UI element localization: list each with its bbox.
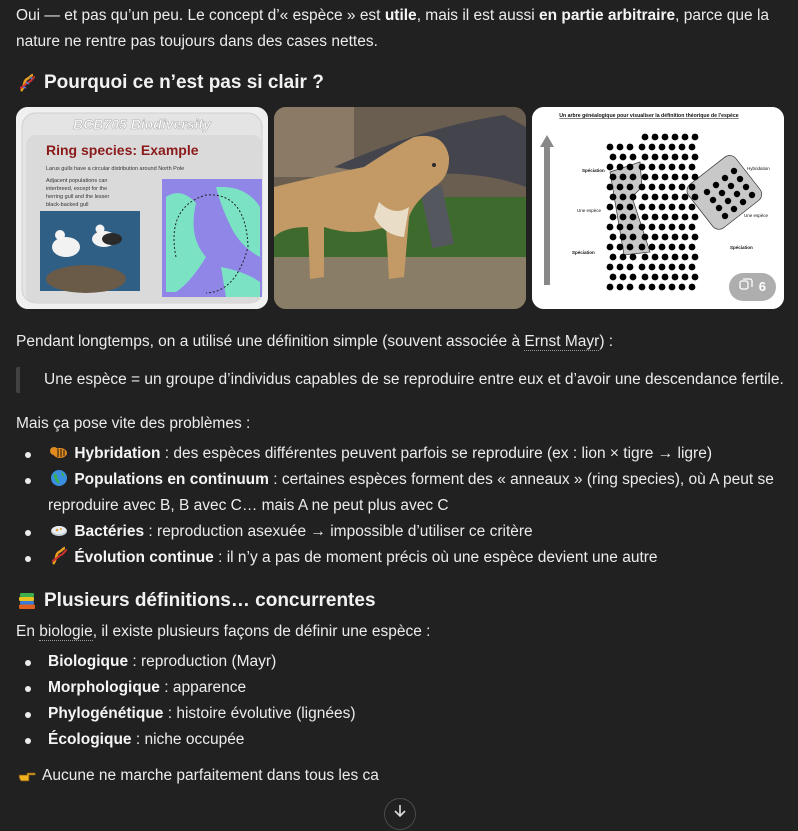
tree-node xyxy=(627,164,634,171)
diagram-title: Un arbre généalogique pour visualiser la définition théorique de l'espèce xyxy=(559,113,739,119)
arrow-down-icon xyxy=(393,801,407,827)
tree-node xyxy=(627,204,634,211)
list-item: Bactéries : reproduction asexuée → impossible d’utiliser ce critère xyxy=(16,519,786,545)
tree-node xyxy=(704,189,710,195)
tree-node xyxy=(610,274,617,281)
tree-node xyxy=(630,194,637,201)
tree-node xyxy=(679,224,686,231)
tree-node xyxy=(639,204,646,211)
tree-node xyxy=(652,214,659,221)
list-item: Évolution continue : il n’y a pas de moment précis où une espèce devient une autre xyxy=(16,545,786,571)
image-gallery[interactable] xyxy=(16,107,784,309)
link-biologie[interactable]: biologie xyxy=(39,623,93,640)
svg-text:Spéciation: Spéciation xyxy=(582,168,605,173)
tree-node xyxy=(620,174,627,181)
tree-node xyxy=(610,154,617,161)
tree-node xyxy=(682,154,689,161)
tree-node xyxy=(662,274,669,281)
slide-bullet-2: Adjacent populations can xyxy=(46,178,108,184)
tree-node xyxy=(620,194,627,201)
tree-node xyxy=(620,234,627,241)
gallery-image-ring-species[interactable] xyxy=(16,107,268,309)
tree-node xyxy=(722,175,728,181)
tree-node xyxy=(662,194,669,201)
tree-node xyxy=(662,154,669,161)
problems-intro: Mais ça pose vite des problèmes : xyxy=(16,415,251,432)
tree-node xyxy=(649,264,656,271)
tree-node xyxy=(649,144,656,151)
tree-node xyxy=(627,244,634,251)
tree-node xyxy=(610,194,617,201)
tree-node xyxy=(682,194,689,201)
list-item: Écologique : niche occupée xyxy=(16,727,786,753)
tree-node xyxy=(672,254,679,261)
tree-node xyxy=(692,154,699,161)
link-ernst-mayr[interactable]: Ernst Mayr xyxy=(524,333,600,350)
tree-node xyxy=(743,184,749,190)
tree-node xyxy=(620,214,627,221)
tree-node xyxy=(610,174,617,181)
section-heading-pourquoi: Pourquoi ce n’est pas si clair ? xyxy=(16,69,786,97)
tree-node xyxy=(610,234,617,241)
list-item: Morphologique : apparence xyxy=(16,675,786,701)
tree-node xyxy=(672,174,679,181)
tree-node xyxy=(659,164,666,171)
tree-node xyxy=(649,164,656,171)
tree-node xyxy=(607,264,614,271)
gallery-icon xyxy=(739,274,753,300)
tree-node xyxy=(639,164,646,171)
tree-node xyxy=(672,154,679,161)
tree-node xyxy=(642,174,649,181)
tree-node xyxy=(689,224,696,231)
tree-node xyxy=(627,224,634,231)
tree-node xyxy=(672,214,679,221)
tree-node xyxy=(642,194,649,201)
tree-node xyxy=(749,192,755,198)
tree-node xyxy=(692,134,699,141)
tree-node xyxy=(610,254,617,261)
svg-text:Hybridation: Hybridation xyxy=(747,166,770,171)
tree-node xyxy=(652,234,659,241)
tree-node xyxy=(649,244,656,251)
tree-node xyxy=(617,284,624,291)
tree-node xyxy=(659,284,666,291)
tree-node xyxy=(672,134,679,141)
section-heading-definitions: Plusieurs définitions… concurrentes xyxy=(16,587,786,615)
bold-utile: utile xyxy=(384,7,417,24)
tree-node xyxy=(679,144,686,151)
tree-node xyxy=(617,264,624,271)
tree-node xyxy=(669,244,676,251)
tree-node xyxy=(627,264,634,271)
tree-node xyxy=(659,264,666,271)
final-line: Aucune ne marche parfaitement dans tous les ca xyxy=(16,763,786,789)
svg-text:Spéciation: Spéciation xyxy=(572,250,595,255)
tree-node xyxy=(652,134,659,141)
message-content xyxy=(16,3,786,789)
tree-node xyxy=(617,244,624,251)
tree-node xyxy=(689,164,696,171)
bold-arbitraire: en partie arbitraire xyxy=(539,7,676,24)
tree-node xyxy=(662,234,669,241)
tree-node xyxy=(731,168,737,174)
tree-node xyxy=(652,174,659,181)
list-item: Phylogénétique : histoire évolutive (lignées) xyxy=(16,701,786,727)
tree-node xyxy=(689,284,696,291)
gallery-image-species-tree[interactable] xyxy=(532,107,784,309)
tree-node xyxy=(639,284,646,291)
tree-node xyxy=(679,264,686,271)
image-count-badge[interactable] xyxy=(729,273,776,301)
tree-node xyxy=(639,244,646,251)
intro-paragraph: Oui — et pas qu’un peu. Le concept d’« espèce » est utile, mais il est aussi en partie arbitraire, parce que la nature ne rentre pas toujours dans des cases nettes. xyxy=(16,7,770,50)
tree-node xyxy=(689,204,696,211)
tree-node xyxy=(649,284,656,291)
scroll-to-bottom-button[interactable] xyxy=(384,798,416,830)
tree-node xyxy=(607,204,614,211)
list-item: Biologique : reproduction (Mayr) xyxy=(16,649,786,675)
list-item: Populations en continuum : certaines espèces forment des « anneaux » (ring species), où A peut se reproduire avec B, B avec C… mais A ne peut plus avec C xyxy=(16,467,786,519)
problems-list xyxy=(16,441,786,571)
tree-node xyxy=(639,144,646,151)
tree-node xyxy=(630,234,637,241)
tree-node xyxy=(639,264,646,271)
tree-node xyxy=(682,134,689,141)
tree-node xyxy=(642,254,649,261)
tree-node xyxy=(630,154,637,161)
definition-quote: Une espèce = un groupe d’individus capables de se reproduire entre eux et d’avoir une descendance fertile. xyxy=(16,367,786,393)
tree-node xyxy=(630,254,637,261)
tree-node xyxy=(607,184,614,191)
tree-node xyxy=(682,254,689,261)
tree-node xyxy=(610,214,617,221)
tree-node xyxy=(672,194,679,201)
tree-node xyxy=(649,184,656,191)
tree-node xyxy=(652,274,659,281)
tree-node xyxy=(607,144,614,151)
tree-node xyxy=(627,184,634,191)
tree-node xyxy=(652,194,659,201)
tree-node xyxy=(692,194,699,201)
tree-node xyxy=(682,174,689,181)
tree-node xyxy=(642,234,649,241)
dna-icon xyxy=(16,72,38,94)
image-count: 6 xyxy=(758,279,766,294)
tree-node xyxy=(682,234,689,241)
tree-node xyxy=(639,224,646,231)
section-definitions xyxy=(16,587,786,753)
tree-node xyxy=(692,274,699,281)
tiger-icon xyxy=(48,441,70,463)
tree-node xyxy=(669,224,676,231)
tree-node xyxy=(737,176,743,182)
definitions-intro: En biologie, il existe plusieurs façons de définir une espèce : xyxy=(16,623,431,640)
tree-node xyxy=(642,214,649,221)
tree-node xyxy=(662,174,669,181)
tree-node xyxy=(659,184,666,191)
tree-node xyxy=(731,206,737,212)
globe-icon xyxy=(48,467,70,489)
tree-node xyxy=(669,264,676,271)
tree-node xyxy=(617,224,624,231)
tree-node xyxy=(627,284,634,291)
tree-node xyxy=(679,164,686,171)
svg-text:Une espèce: Une espèce xyxy=(577,208,602,213)
tree-node xyxy=(607,244,614,251)
tree-node xyxy=(692,174,699,181)
slide-bullet-1: Larus gulls have a circular distribution around North Pole xyxy=(46,166,185,172)
tree-node xyxy=(630,214,637,221)
tree-node xyxy=(620,154,627,161)
tree-node xyxy=(642,134,649,141)
tree-node xyxy=(662,254,669,261)
tree-node xyxy=(620,274,627,281)
tree-node xyxy=(669,164,676,171)
tree-node xyxy=(740,199,746,205)
tree-node xyxy=(734,191,740,197)
dna-icon xyxy=(48,545,70,567)
tree-node xyxy=(662,134,669,141)
tree-node xyxy=(716,205,722,211)
svg-text:Une espèce: Une espèce xyxy=(744,213,769,218)
tree-node xyxy=(722,213,728,219)
slide-header: BCB705 Biodiversity xyxy=(73,116,211,132)
tree-node xyxy=(617,144,624,151)
tree-node xyxy=(719,190,725,196)
tree-node xyxy=(607,284,614,291)
definitions-list xyxy=(16,649,786,753)
tree-node xyxy=(682,274,689,281)
tree-node xyxy=(669,204,676,211)
svg-text:interbreed, except for the: interbreed, except for the xyxy=(46,186,108,192)
paragraph-mayr: Pendant longtemps, on a utilisé une définition simple (souvent associée à Ernst Mayr) : xyxy=(16,333,614,350)
tree-node xyxy=(662,214,669,221)
tree-node xyxy=(652,254,659,261)
tree-node xyxy=(607,164,614,171)
tree-node xyxy=(679,204,686,211)
tree-node xyxy=(669,184,676,191)
svg-text:black-backed gull: black-backed gull xyxy=(46,202,89,208)
tree-node xyxy=(679,284,686,291)
tree-node xyxy=(630,174,637,181)
tree-node xyxy=(672,274,679,281)
tree-node xyxy=(672,234,679,241)
tree-node xyxy=(620,254,627,261)
tree-node xyxy=(659,204,666,211)
tree-node xyxy=(679,184,686,191)
tree-node xyxy=(710,197,716,203)
pointing-hand-icon xyxy=(16,765,38,787)
tree-node xyxy=(617,204,624,211)
books-icon xyxy=(16,590,38,612)
tree-node xyxy=(692,234,699,241)
tree-node xyxy=(728,183,734,189)
tree-node xyxy=(689,144,696,151)
tree-node xyxy=(689,244,696,251)
tree-node xyxy=(659,244,666,251)
tree-node xyxy=(649,224,656,231)
tree-node xyxy=(617,184,624,191)
tree-node xyxy=(649,204,656,211)
tree-node xyxy=(607,224,614,231)
svg-text:Spéciation: Spéciation xyxy=(730,245,753,250)
slide-title: Ring species: Example xyxy=(46,142,199,158)
tree-node xyxy=(692,254,699,261)
tree-node xyxy=(725,198,731,204)
tree-node xyxy=(627,144,634,151)
svg-text:herring gull and the lesser: herring gull and the lesser xyxy=(46,194,110,200)
tree-node xyxy=(659,144,666,151)
petri-dish-icon xyxy=(48,519,70,541)
tree-node xyxy=(669,284,676,291)
list-item: Hybridation : des espèces différentes peuvent parfois se reproduire (ex : lion × tigre → ligre) xyxy=(16,441,786,467)
tree-node xyxy=(669,144,676,151)
tree-node xyxy=(642,154,649,161)
tree-node xyxy=(639,184,646,191)
tree-node xyxy=(682,214,689,221)
tree-node xyxy=(642,274,649,281)
tree-node xyxy=(652,154,659,161)
gallery-image-liger[interactable] xyxy=(274,107,526,309)
tree-node xyxy=(689,184,696,191)
tree-node xyxy=(617,164,624,171)
tree-node xyxy=(713,182,719,188)
tree-node xyxy=(679,244,686,251)
tree-node xyxy=(659,224,666,231)
tree-node xyxy=(692,214,699,221)
tree-node xyxy=(630,274,637,281)
tree-node xyxy=(689,264,696,271)
